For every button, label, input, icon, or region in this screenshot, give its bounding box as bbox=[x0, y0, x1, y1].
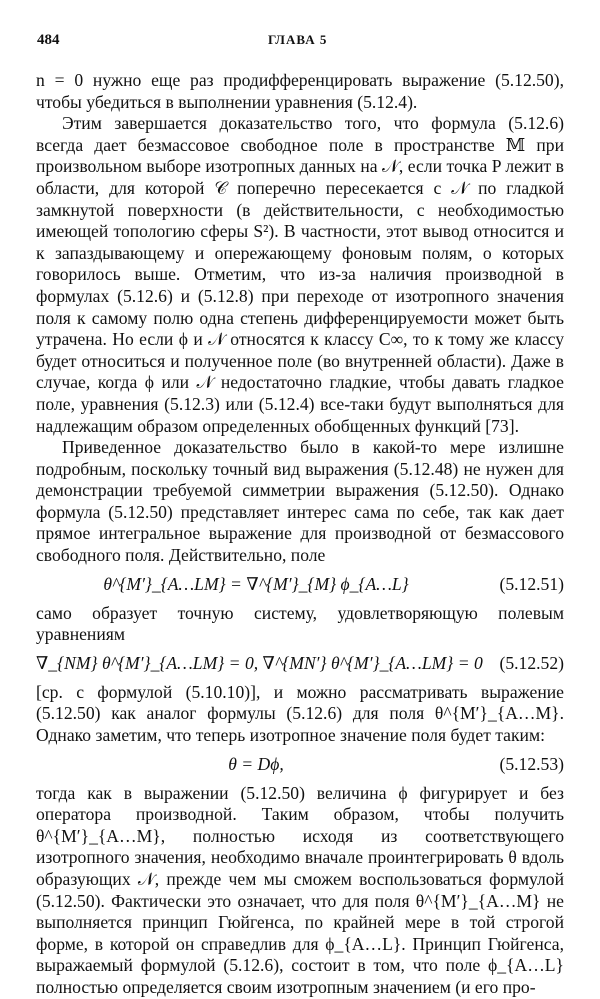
page-number: 484 bbox=[37, 32, 60, 48]
paragraph: n = 0 нужно еще раз продифференцировать выражение (5.12.50), чтобы убедиться в выполнении уравнения (5.12.4). bbox=[36, 70, 564, 112]
equation bbox=[36, 567, 564, 603]
equation bbox=[36, 646, 564, 682]
equation-number: (5.12.53) bbox=[499, 753, 564, 774]
running-head: ГЛАВА 5 bbox=[268, 32, 328, 47]
paragraph: Этим завершается доказательство того, что формула (5.12.6) всегда дает безмассовое свободное поле в пространстве 𝕄 при произвольном выборе изотропных данных на 𝒩, если точка P лежит в области, для которой 𝒞 поперечно пересекается с 𝒩 по гладкой замкнутой поверхности (в действительности, с необходимостью имеющей топологию сферы S²). В частности, этот вывод относится и к запаздывающему и опережающему фоновым полям, о которых говорилось выше. Отметим, что из-за наличия производной в формулах (5.12.6) и (5.12.8) при переходе от изотропного значения поля к самому полю одна степень дифференцируемости может быть утрачена. Но если ϕ и 𝒩 относятся к классу C∞, то к тому же классу будет относиться и полученное поле (во внутренней области). Даже в случае, когда ϕ или 𝒩 недостаточно гладкие, чтобы давать гладкое поле, уравнения (5.12.3) или (5.12.4) все-таки будут выполняться для надлежащим образом определенных обобщенных функций [73]. bbox=[36, 113, 564, 436]
equation-expression: θ^{M′}_{A…LM} = ∇^{M′}_{M} ϕ_{A…L} bbox=[103, 573, 409, 594]
equation-expression: θ = Dϕ, bbox=[228, 753, 284, 774]
equation-number: (5.12.52) bbox=[499, 652, 564, 673]
paragraph: само образует точную систему, удовлетворяющую полевым уравнениям bbox=[36, 602, 564, 645]
equation-expression: ∇_{NM} θ^{M′}_{A…LM} = 0, ∇^{MN′} θ^{M′}_{A…LM} = 0 bbox=[36, 652, 483, 673]
body-text bbox=[36, 70, 564, 999]
paragraph: Приведенное доказательство было в какой-то мере излишне подробным, поскольку точный вид выражения (5.12.48) не нужен для демонстрации требуемой симметрии выражения (5.12.50). Однако формула (5.12.50) представляет интерес сама по себе, так как дает прямое интегральное выражение для производной от безмассового свободного поля. Действительно, поле bbox=[36, 437, 564, 566]
paragraph: [ср. с формулой (5.10.10)], и можно рассматривать выражение (5.12.50) как аналог формулы (5.12.6) для поля θ^{M′}_{A…M}. Однако заметим, что теперь изотропное значение поля будет таким: bbox=[36, 681, 564, 746]
paragraph: тогда как в выражении (5.12.50) величина ϕ фигурирует и без оператора производной. Таким образом, чтобы получить θ^{M′}_{A…M}, полностью исходя из соответствующего изотропного значения, необходимо вначале проинтегрировать θ вдоль образующих 𝒩, прежде чем мы сможем воспользоваться формулой (5.12.50). Фактически это означает, что для поля θ^{M′}_{A…M} не выполняется принцип Гюйгенса, по крайней мере в той строгой форме, в которой он справедлив для ϕ_{A…L}. Принцип Гюйгенса, выражаемый формулой (5.12.6), состоит в том, что поле ϕ_{A…L} полностью определяется своим изотропным значением (и его про- bbox=[36, 782, 564, 997]
equation bbox=[36, 747, 564, 783]
equation-number: (5.12.51) bbox=[499, 573, 564, 594]
running-header bbox=[0, 32, 600, 52]
